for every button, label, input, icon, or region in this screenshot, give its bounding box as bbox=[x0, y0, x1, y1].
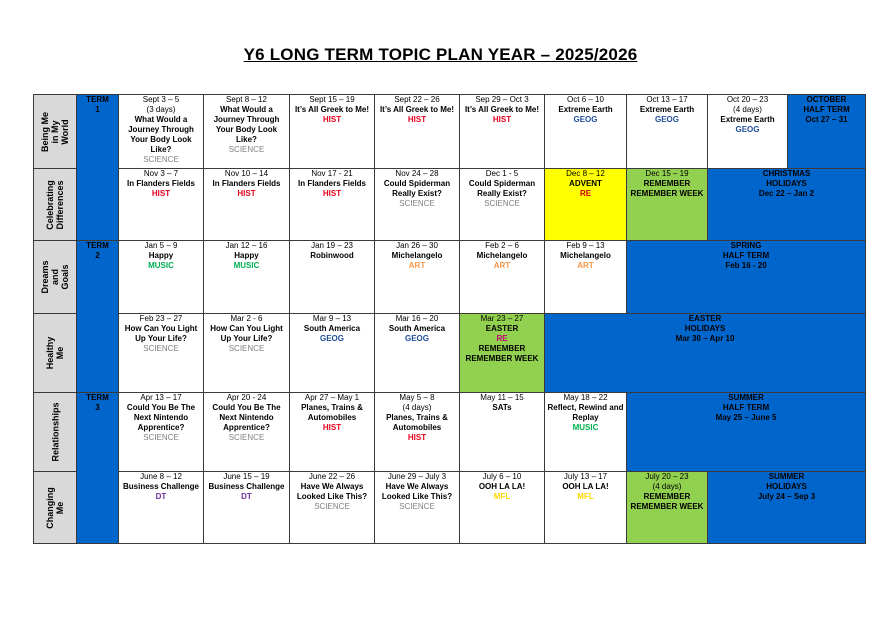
topic-title: In Flanders Fields bbox=[126, 179, 195, 188]
week-cell bbox=[460, 314, 545, 393]
week-cell bbox=[460, 241, 545, 314]
holiday-line: HALF TERM bbox=[722, 403, 770, 412]
topic-title: OOH LA LA! bbox=[562, 482, 609, 491]
table-row bbox=[34, 169, 866, 241]
week-dates: May 5 – 8 bbox=[399, 393, 435, 402]
topic-title: It’s All Greek to Me! bbox=[464, 105, 540, 114]
week-cell bbox=[290, 95, 375, 169]
term-number: 2 bbox=[95, 251, 100, 260]
topic-title: Could Spiderman Really Exist? bbox=[468, 179, 536, 198]
week-dates: Jan 5 – 9 bbox=[144, 241, 178, 250]
week-dates: Apr 13 – 17 bbox=[140, 393, 182, 402]
topic-title: Robinwood bbox=[310, 251, 354, 260]
topic-title: Michelangelo bbox=[391, 251, 443, 260]
week-days-count: (3 days) bbox=[146, 105, 176, 114]
pshe-unit-label: Dreams and Goals bbox=[40, 260, 70, 294]
holiday-line: Feb 16 - 20 bbox=[725, 261, 767, 270]
subject-label: GEOG bbox=[404, 334, 429, 343]
subject-label: SCIENCE bbox=[314, 502, 350, 511]
topic-title: Could You Be The Next Nintendo Apprentice? bbox=[212, 403, 281, 432]
topic-title: What Would a Journey Through Your Body Look Like? bbox=[128, 115, 194, 154]
week-cell bbox=[460, 472, 545, 544]
subject-label: MUSIC bbox=[148, 261, 174, 270]
topic-title: Michelangelo bbox=[560, 251, 611, 260]
pshe-unit-cell bbox=[34, 241, 77, 314]
holiday-line: OCTOBER bbox=[806, 95, 847, 104]
subject-label: GEOG bbox=[319, 334, 344, 343]
subject-label: RE bbox=[496, 334, 508, 343]
subject-label: SCIENCE bbox=[399, 502, 435, 511]
week-cell bbox=[460, 169, 545, 241]
week-dates: Sept 15 – 19 bbox=[309, 95, 355, 104]
week-dates: July 20 – 23 bbox=[645, 472, 689, 481]
subject-label: HIST bbox=[407, 433, 427, 442]
week-dates: June 29 – July 3 bbox=[387, 472, 447, 481]
week-cell bbox=[204, 472, 290, 544]
topic-title: Business Challenge bbox=[122, 482, 200, 491]
holiday-line: Mar 30 – Apr 10 bbox=[675, 334, 735, 343]
term-label bbox=[77, 241, 119, 393]
topic-title: EASTER bbox=[485, 324, 519, 333]
pshe-unit-cell bbox=[34, 393, 77, 472]
week-dates: Mar 23 – 27 bbox=[480, 314, 524, 323]
holiday-line: HALF TERM bbox=[722, 251, 770, 260]
topic-title: Extreme Earth bbox=[558, 105, 613, 114]
subject-label: GEOG bbox=[573, 115, 598, 124]
table-row bbox=[34, 393, 866, 472]
subject-label: HIST bbox=[322, 423, 342, 432]
subject-label: DT bbox=[155, 492, 167, 501]
holiday-line: Oct 27 – 31 bbox=[805, 115, 848, 124]
pshe-unit-label: Changing Me bbox=[45, 486, 65, 529]
subject-label: SCIENCE bbox=[228, 344, 265, 353]
topic-title: Could You Be The Next Nintendo Apprentice? bbox=[126, 403, 196, 432]
week-dates: Oct 20 – 23 bbox=[726, 95, 769, 104]
table-row bbox=[34, 314, 866, 393]
week-cell bbox=[627, 95, 708, 169]
term-word: TERM bbox=[86, 241, 109, 250]
week-cell bbox=[204, 393, 290, 472]
subject-label: GEOG bbox=[735, 125, 760, 134]
topic-title: Reflect, Rewind and Replay bbox=[547, 403, 624, 422]
week-cell bbox=[375, 241, 460, 314]
subject-label: HIST bbox=[237, 189, 256, 198]
week-cell bbox=[545, 241, 627, 314]
week-cell bbox=[375, 169, 460, 241]
subject-label: SCIENCE bbox=[143, 344, 179, 353]
topic-title: It’s All Greek to Me! bbox=[379, 105, 455, 114]
week-dates: Sept 22 – 26 bbox=[394, 95, 440, 104]
pshe-unit-label: Being Me in My World bbox=[40, 111, 70, 152]
subject-label: SCIENCE bbox=[228, 433, 265, 442]
topic-title: Happy bbox=[148, 251, 174, 260]
pshe-unit-label: Celebrating Differences bbox=[45, 179, 66, 230]
topic-title: In Flanders Fields bbox=[212, 179, 281, 188]
week-cell bbox=[708, 95, 788, 169]
week-cell bbox=[545, 472, 627, 544]
week-cell bbox=[545, 95, 627, 169]
subject-label: ART bbox=[493, 261, 511, 270]
topic-title: Michelangelo bbox=[476, 251, 528, 260]
week-cell bbox=[375, 95, 460, 169]
week-cell bbox=[204, 241, 290, 314]
holiday-line: EASTER bbox=[688, 314, 722, 323]
topic-title: How Can You Light Up Your Life? bbox=[124, 324, 198, 343]
week-dates: Oct 6 – 10 bbox=[567, 95, 604, 104]
week-dates: Apr 27 – May 1 bbox=[304, 393, 360, 402]
week-dates: Nov 10 – 14 bbox=[224, 169, 269, 178]
week-cell bbox=[545, 169, 627, 241]
week-cell bbox=[204, 314, 290, 393]
week-dates: Dec 15 – 19 bbox=[645, 169, 689, 178]
week-dates: Mar 16 – 20 bbox=[395, 314, 439, 323]
pshe-unit-label: Healthy Me bbox=[45, 336, 65, 370]
pshe-unit-cell bbox=[34, 95, 77, 169]
week-dates: Apr 20 - 24 bbox=[226, 393, 267, 402]
week-dates: Feb 23 – 27 bbox=[139, 314, 183, 323]
topic-title: Planes, Trains & Automobiles bbox=[386, 413, 448, 432]
holiday-line: SUMMER bbox=[728, 393, 764, 402]
week-dates: Jan 12 – 16 bbox=[225, 241, 268, 250]
pshe-unit-cell bbox=[34, 472, 77, 544]
week-dates: Feb 2 – 6 bbox=[485, 241, 519, 250]
topic-title: What Would a Journey Through Your Body Look Like? bbox=[213, 105, 280, 144]
week-cell bbox=[290, 393, 375, 472]
subject-label: MUSIC bbox=[233, 261, 260, 270]
week-dates: Nov 3 – 7 bbox=[143, 169, 179, 178]
subject-label: GEOG bbox=[654, 115, 679, 124]
week-dates: Sept 3 – 5 bbox=[142, 95, 180, 104]
remember-week-label: REMEMBER REMEMBER WEEK bbox=[465, 344, 539, 363]
topic-title: Have We Always Looked Like This? bbox=[381, 482, 453, 501]
table-row bbox=[34, 472, 866, 544]
term-number: 1 bbox=[95, 105, 100, 114]
term-word: TERM bbox=[86, 393, 109, 402]
subject-label: MFL bbox=[577, 492, 594, 501]
topic-plan-table bbox=[33, 94, 866, 544]
table-row bbox=[34, 241, 866, 314]
holiday-line: SPRING bbox=[730, 241, 762, 250]
pshe-unit-label: Relationships bbox=[50, 402, 61, 462]
week-dates: July 6 – 10 bbox=[482, 472, 522, 481]
week-dates: Sep 29 – Oct 3 bbox=[475, 95, 529, 104]
term-number: 3 bbox=[95, 403, 100, 412]
holiday-line: May 25 – June 5 bbox=[715, 413, 777, 422]
week-cell bbox=[290, 169, 375, 241]
week-dates: June 22 – 26 bbox=[308, 472, 356, 481]
week-cell bbox=[460, 393, 545, 472]
holiday-block bbox=[788, 95, 866, 169]
topic-title: Business Challenge bbox=[208, 482, 285, 491]
holiday-block bbox=[545, 314, 866, 393]
week-cell bbox=[290, 314, 375, 393]
table-row bbox=[34, 95, 866, 169]
week-dates: May 18 – 22 bbox=[563, 393, 608, 402]
topic-title: ADVENT bbox=[569, 179, 602, 188]
term-label bbox=[77, 95, 119, 241]
week-cell bbox=[460, 95, 545, 169]
week-dates: Mar 2 - 6 bbox=[230, 314, 263, 323]
subject-label: HIST bbox=[322, 189, 342, 198]
week-cell bbox=[119, 393, 204, 472]
subject-label: HIST bbox=[407, 115, 427, 124]
week-dates: Nov 24 – 28 bbox=[395, 169, 439, 178]
topic-title: South America bbox=[388, 324, 446, 333]
week-cell bbox=[627, 472, 708, 544]
subject-label: SCIENCE bbox=[484, 199, 520, 208]
holiday-line: HALF TERM bbox=[803, 105, 850, 114]
subject-label: SCIENCE bbox=[143, 433, 179, 442]
pshe-unit-cell bbox=[34, 314, 77, 393]
page-title: Y6 LONG TERM TOPIC PLAN YEAR – 2025/2026 bbox=[243, 45, 638, 64]
week-dates: June 8 – 12 bbox=[140, 472, 182, 481]
term-word: TERM bbox=[86, 95, 109, 104]
week-dates: Dec 8 – 12 bbox=[566, 169, 605, 178]
topic-title: Have We Always Looked Like This? bbox=[296, 482, 368, 501]
week-cell bbox=[545, 393, 627, 472]
holiday-line: Dec 22 – Jan 2 bbox=[758, 189, 815, 198]
topic-title: It’s All Greek to Me! bbox=[294, 105, 370, 114]
holiday-line: HOLIDAYS bbox=[766, 482, 807, 491]
topic-title: Extreme Earth bbox=[639, 105, 695, 114]
week-cell bbox=[119, 472, 204, 544]
week-days-count: (4 days) bbox=[733, 105, 762, 114]
week-dates: Mar 9 – 13 bbox=[312, 314, 352, 323]
topic-title: REMEMBER REMEMBER WEEK bbox=[630, 179, 704, 198]
holiday-line: July 24 – Sep 3 bbox=[757, 492, 816, 501]
week-cell bbox=[119, 169, 204, 241]
week-dates: May 11 – 15 bbox=[480, 393, 524, 402]
holiday-block bbox=[708, 472, 866, 544]
week-dates: June 15 – 19 bbox=[223, 472, 270, 481]
holiday-block bbox=[627, 393, 866, 472]
holiday-line: HOLIDAYS bbox=[684, 324, 726, 333]
subject-label: DT bbox=[241, 492, 252, 501]
week-cell bbox=[290, 241, 375, 314]
week-cell bbox=[119, 314, 204, 393]
week-cell bbox=[375, 314, 460, 393]
topic-title: In Flanders Fields bbox=[297, 179, 366, 188]
pshe-unit-cell bbox=[34, 169, 77, 241]
subject-label: SCIENCE bbox=[228, 145, 265, 154]
topic-title: OOH LA LA! bbox=[478, 482, 526, 491]
topic-title: Could Spiderman Really Exist? bbox=[383, 179, 451, 198]
week-dates: July 13 – 17 bbox=[563, 472, 608, 481]
subject-label: HIST bbox=[151, 189, 171, 198]
holiday-block bbox=[708, 169, 866, 241]
holiday-line: SUMMER bbox=[768, 472, 805, 481]
holiday-block bbox=[627, 241, 866, 314]
week-dates: Oct 13 – 17 bbox=[646, 95, 688, 104]
week-days-count: (4 days) bbox=[402, 403, 432, 412]
topic-title: How Can You Light Up Your Life? bbox=[210, 324, 283, 343]
week-cell bbox=[290, 472, 375, 544]
week-cell bbox=[204, 95, 290, 169]
subject-label: MFL bbox=[493, 492, 511, 501]
topic-title: South America bbox=[303, 324, 361, 333]
topic-title: SATs bbox=[492, 403, 512, 412]
week-cell bbox=[627, 169, 708, 241]
term-label bbox=[77, 393, 119, 544]
subject-label: HIST bbox=[322, 115, 342, 124]
week-cell bbox=[375, 393, 460, 472]
subject-label: SCIENCE bbox=[399, 199, 435, 208]
topic-title: Planes, Trains & Automobiles bbox=[301, 403, 363, 422]
week-dates: Dec 1 - 5 bbox=[485, 169, 519, 178]
subject-label: ART bbox=[577, 261, 594, 270]
week-cell bbox=[119, 241, 204, 314]
subject-label: HIST bbox=[492, 115, 512, 124]
week-dates: Nov 17 - 21 bbox=[311, 169, 353, 178]
subject-label: MUSIC bbox=[572, 423, 599, 432]
week-dates: Jan 26 – 30 bbox=[396, 241, 438, 250]
week-dates: Jan 19 – 23 bbox=[311, 241, 353, 250]
week-dates: Sept 8 – 12 bbox=[226, 95, 267, 104]
week-cell bbox=[119, 95, 204, 169]
holiday-line: HOLIDAYS bbox=[766, 179, 807, 188]
topic-title: Happy bbox=[234, 251, 259, 260]
subject-label: RE bbox=[579, 189, 592, 198]
subject-label: ART bbox=[408, 261, 426, 270]
week-cell bbox=[204, 169, 290, 241]
week-days-count: (4 days) bbox=[652, 482, 682, 491]
subject-label: SCIENCE bbox=[143, 155, 179, 164]
topic-title: REMEMBER REMEMBER WEEK bbox=[630, 492, 704, 511]
topic-title: Extreme Earth bbox=[720, 115, 775, 124]
week-dates: Feb 9 – 13 bbox=[566, 241, 605, 250]
week-cell bbox=[375, 472, 460, 544]
holiday-line: CHRISTMAS bbox=[762, 169, 811, 178]
